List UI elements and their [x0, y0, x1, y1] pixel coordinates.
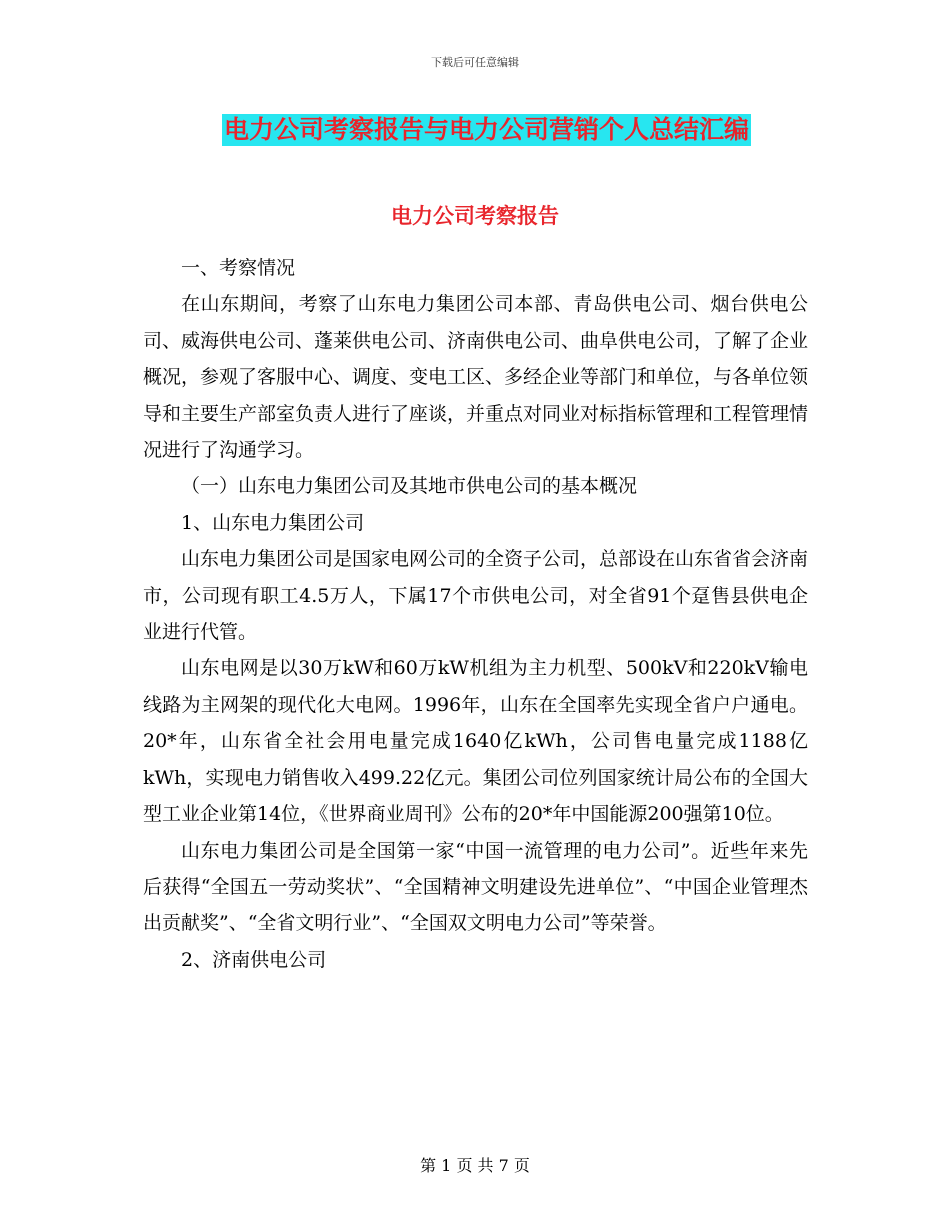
header-note: 下载后可任意编辑 [431, 56, 519, 69]
section-title: 电力公司考察报告 [391, 204, 559, 228]
paragraph-subheading: 1、山东电力集团公司 [181, 511, 365, 534]
paragraph: 在山东期间，考察了山东电力集团公司本部、青岛供电公司、烟台供电公司、威海供电公司、蓬莱供电公司、济南供电公司、曲阜供电公司，了解了企业概况，参观了客服中心、调度、变电工区、多经企业等部门和单位，与各单位领导和主要生产部室负责人进行了座谈，并重点对同业对标指标管理和工程管理情况进行了沟通学习。 [143, 293, 809, 462]
paragraph: 山东电网是以30万kW和60万kW机组为主力机型、500kV和220kV输电线路为主网架的现代化大电网。1996年，山东在全国率先实现全省户户通电。20*年，山东省全社会用电量完成1640亿kWh，公司售电量完成1188亿kWh，实现电力销售收入499.22亿元。集团公司位列国家统计局公布的全国大型工业企业第14位，《世界商业周刊》公布的20*年中国能源200强第10位。 [143, 657, 808, 826]
paragraph: 山东电力集团公司是全国第一家“中国一流管理的电力公司”。近些年来先后获得“全国五一劳动奖状”、“全国精神文明建设先进单位”、“中国企业管理杰出贡献奖”、“全省文明行业”、“全国双文明电力公司”等荣誉。 [143, 839, 808, 935]
paragraph: 山东电力集团公司是国家电网公司的全资子公司，总部设在山东省省会济南市，公司现有职工4.5万人，下属17个市供电公司，对全省91个趸售县供电企业进行代管。 [143, 548, 809, 644]
paragraph-subheading: （一）山东电力集团公司及其地市供电公司的基本概况 [181, 475, 638, 498]
paragraph-subheading: 2、济南供电公司 [181, 948, 327, 971]
body-text [143, 250, 808, 978]
paragraph-heading-1: 一、考察情况 [181, 257, 296, 279]
document-title: 电力公司考察报告与电力公司营销个人总结汇编 [224, 115, 750, 144]
page-number: 第 1 页 共 7 页 [420, 1156, 530, 1175]
